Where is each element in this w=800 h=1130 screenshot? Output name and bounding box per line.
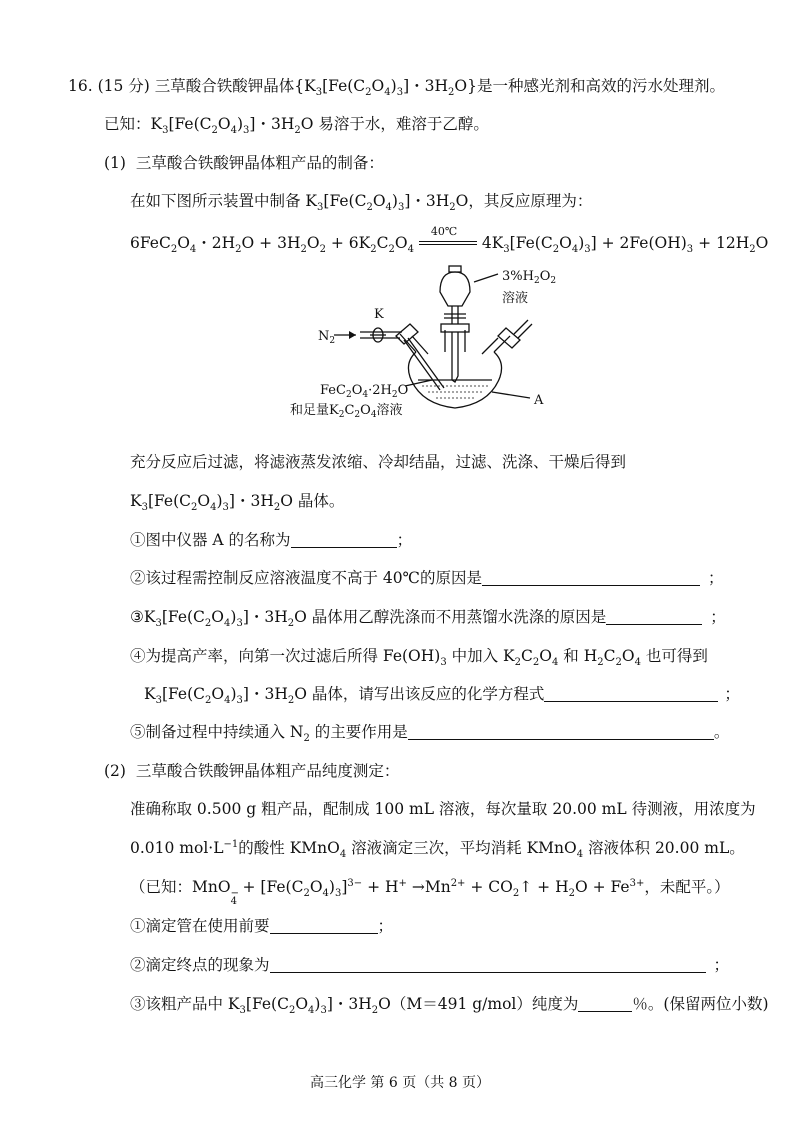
- h2o2-label: $3\%H_2O_2$: [502, 269, 557, 286]
- question-text: ②该过程需控制反应溶液温度不高于 40℃的原因是: [130, 569, 482, 587]
- reaction-condition: [419, 225, 477, 252]
- answer-blank-q2-3[interactable]: [578, 995, 632, 1012]
- right-neck: [482, 336, 510, 354]
- question-text: 的主要作用是: [309, 723, 408, 741]
- known-text: 已知：K: [104, 115, 163, 133]
- after-text: 充分反应后过滤，将滤液蒸发浓缩、冷却结晶，过滤、洗涤、干燥后得到: [130, 453, 627, 471]
- question-text: ①图中仪器 A 的名称为: [130, 531, 291, 549]
- funnel-stem: [452, 306, 458, 324]
- formula-part: [Fe(C: [147, 492, 192, 510]
- funnel-outlet: [452, 332, 458, 382]
- answer-blank-q2-2[interactable]: [270, 956, 706, 973]
- known-eq-text: + H: [362, 878, 399, 896]
- leader-h2o2: [474, 274, 498, 282]
- known-text: O 易溶于水，难溶于乙醇。: [300, 115, 489, 133]
- question-text: ③K: [130, 608, 156, 626]
- flask-a-label: A: [534, 393, 544, 408]
- punctuation: ；: [377, 917, 394, 935]
- punctuation: ；: [396, 531, 413, 549]
- intro-text: ]・3H: [403, 77, 448, 95]
- part-title-text: 三草酸合铁酸钾晶体粗产品纯度测定：: [135, 762, 400, 780]
- question-text: ①滴定管在使用前要: [130, 917, 270, 935]
- formula-part: [Fe(C: [161, 608, 205, 626]
- formula-part: K: [130, 492, 142, 510]
- dropping-funnel: [440, 272, 470, 306]
- funnel-stopper: [449, 266, 461, 272]
- formula-part: O: [211, 685, 225, 703]
- liquid-hatch: [422, 386, 488, 398]
- question-number: 16.: [68, 77, 93, 95]
- valve-k-label: K: [374, 307, 384, 322]
- answer-blank-q2-1[interactable]: [270, 917, 378, 934]
- eq-part: O: [306, 234, 320, 252]
- eq-part: ): [578, 234, 585, 252]
- setup-line: 在如下图所示装置中制备 $K_3[Fe(C_2O_4)_3]$・$3H_2O$，其反应原理为：: [130, 192, 593, 214]
- formula-part: ): [216, 492, 223, 510]
- funnel-tap: [444, 314, 466, 318]
- punctuation: 。: [713, 723, 730, 741]
- after-reaction-text: [130, 452, 626, 472]
- known-eq-text: ↑ + H: [519, 878, 569, 896]
- h2o2-solution-label: 溶液: [502, 291, 529, 306]
- part1-title: [104, 153, 384, 173]
- intro-text: ): [390, 77, 397, 95]
- question-text: O（M＝491 g/mol）纯度为: [378, 995, 579, 1013]
- intro-text: 三草酸合铁酸钾晶体{K: [154, 77, 316, 95]
- question-text: 和 H: [558, 647, 598, 665]
- reagent-label-line1: $FeC_2O_4\cdot 2H_2O$: [320, 383, 409, 400]
- part-title-text: 三草酸合铁酸钾晶体粗产品的制备：: [135, 154, 384, 172]
- formula-part: ): [236, 115, 244, 133]
- left-stopper: [396, 324, 418, 344]
- part-label: (1): [104, 154, 126, 172]
- punctuation: ；: [710, 608, 726, 626]
- right-tube: [514, 320, 532, 338]
- eq-part: O: [755, 234, 769, 252]
- formula-part: [Fe(C: [245, 995, 289, 1013]
- answer-blank-q1-1[interactable]: [291, 531, 397, 548]
- formula-part: O: [217, 115, 231, 133]
- question-text: ％。(保留两位小数): [632, 995, 769, 1013]
- intro-text: O: [371, 77, 385, 95]
- setup-text: O，其反应原理为：: [455, 192, 593, 210]
- question-text: O: [621, 647, 635, 665]
- formula-part: ]・3H: [249, 115, 295, 133]
- formula-part: ): [314, 995, 321, 1013]
- eq-part: C: [376, 234, 389, 252]
- page-footer: 高三化学 第 6 页（共 8 页）: [309, 1075, 491, 1091]
- formula-part: ]・3H: [242, 685, 288, 703]
- paragraph-text: 的酸性 KMnO: [238, 839, 340, 857]
- intro-text: O}是一种感光剂和高效的污水处理剂。: [454, 77, 725, 95]
- known-eq-text: O + Fe: [574, 878, 630, 896]
- equals-line-top: [419, 241, 477, 242]
- formula-part: [Fe(C: [168, 115, 212, 133]
- part2-title: [104, 761, 399, 781]
- paragraph-text: 溶液体积 20.00 mL。: [583, 839, 745, 857]
- reaction-equation: $6FeC_2O_4$・$2H_2O + 3H_2O_2 + 6K_2C_2O_4$ 40℃ $4K_3[Fe(C_2O_4)_3] + 2Fe(OH)_3 + 12H_2O$: [130, 232, 768, 253]
- eq-part: [Fe(C: [509, 234, 553, 252]
- known-eq-text: + [Fe(C: [237, 878, 304, 896]
- known-eq-text: （已知：MnO: [130, 878, 231, 896]
- eq-part: ] + 2Fe(OH): [590, 234, 687, 252]
- formula-part: K: [144, 685, 156, 703]
- eq-part: O + 3H: [241, 234, 301, 252]
- question-text: 中加入 K: [446, 647, 515, 665]
- part1-q3: $③K_3[Fe(C_2O_4)_3]$・$3H_2O$ 晶体用乙醇洗涤而不用蒸馏水洗涤的原因是 ；: [130, 608, 726, 630]
- formula-part: ): [230, 608, 237, 626]
- part1-q4-line1: ④为提高产率，向第一次过滤后所得 $Fe(OH)_3$ 中加入 $K_2C_2O_4$ 和 $H_2C_2O_4$ 也可得到: [130, 647, 708, 669]
- paragraph-text: 溶液滴定三次，平均消耗 KMnO: [346, 839, 577, 857]
- question-text: O 晶体用乙醇洗涤而不用蒸馏水洗涤的原因是: [294, 608, 607, 626]
- leader-a: [492, 392, 530, 398]
- leader-reagent: [405, 380, 432, 386]
- question-text: O 晶体，请写出该反应的化学方程式: [294, 685, 545, 703]
- question-header: 16. (15 分) 三草酸合铁酸钾晶体{$K_3[Fe(C_2O_4)_3]$・$3H_2O$}是一种感光剂和高效的污水处理剂。: [68, 77, 725, 99]
- eq-part: + 6K: [325, 234, 371, 252]
- formula-part: ]・3H: [404, 192, 450, 210]
- answer-blank-q1-3[interactable]: [606, 608, 702, 625]
- known-line: 已知：$K_3[Fe(C_2O_4)_3]$・$3H_2O$ 易溶于水，难溶于乙醇。: [104, 115, 489, 137]
- formula-part: [Fe(C: [161, 685, 206, 703]
- answer-blank-q1-4[interactable]: [544, 685, 718, 702]
- part1-q1: [130, 530, 412, 550]
- punctuation: ；: [713, 956, 730, 974]
- setup-text: 在如下图所示装置中制备 K: [130, 192, 318, 210]
- n2-arrow-head: [349, 331, 356, 339]
- eq-part: O: [394, 234, 408, 252]
- formula-part: ]・3H: [228, 492, 274, 510]
- formula-part: O: [197, 492, 211, 510]
- question-text: O: [539, 647, 552, 665]
- part-label: (2): [104, 762, 126, 780]
- eq-part: 4K: [481, 234, 504, 252]
- n2-label: $N_2$: [318, 329, 336, 346]
- part2-paragraph-1: [130, 799, 756, 819]
- formula-part: O: [211, 608, 224, 626]
- intro-text: [Fe(C: [322, 77, 366, 95]
- known-eq-text: O: [309, 878, 323, 896]
- punctuation: ；: [708, 569, 724, 587]
- question-text: 也可得到: [640, 647, 708, 665]
- part2-q1: [130, 916, 393, 936]
- known-eq-text: ]: [341, 878, 348, 896]
- question-text: C: [521, 647, 533, 665]
- formula-part: O: [372, 192, 386, 210]
- formula-part: O: [295, 995, 309, 1013]
- paragraph-text: 准确称取 0.500 g 粗产品，配制成 100 mL 溶液，每次量取 20.00 mL 待测液，用浓度为: [130, 800, 756, 818]
- after-text: O 晶体。: [280, 492, 345, 510]
- question-text: ⑤制备过程中持续通入 N: [130, 723, 304, 741]
- punctuation: ；: [724, 685, 740, 703]
- known-eq-text: →Mn: [406, 878, 451, 896]
- eq-part: + 12H: [693, 234, 750, 252]
- part1-q5: ⑤制备过程中持续通入 $N_2$ 的主要作用是 。: [130, 723, 730, 745]
- formula-part: ): [391, 192, 398, 210]
- question-text: ④为提高产率，向第一次过滤后所得 Fe(OH): [130, 647, 441, 665]
- part2-paragraph-2: 0.010 $mol\cdot L^{-1}$的酸性 KMnO$_4$ 溶液滴定三次，平均消耗 KMnO$_4$ 溶液体积 20.00 mL。: [130, 838, 745, 861]
- question-score: (15 分): [97, 77, 150, 95]
- formula-part: ]・3H: [242, 608, 288, 626]
- eq-part: O: [559, 234, 572, 252]
- known-eq-text: + CO: [465, 878, 513, 896]
- part2-q3: ③该粗产品中 $K_3[Fe(C_2O_4)_3]$・$3H_2O(M=491$ g/mol）纯度为 ％。(保留两位小数): [130, 995, 769, 1017]
- answer-blank-q1-2[interactable]: [482, 569, 700, 586]
- eq-part: O: [177, 234, 190, 252]
- apparatus-diagram: [0, 262, 800, 432]
- question-text: ③该粗产品中 K: [130, 995, 240, 1013]
- part1-q4-line2: $K_3[Fe(C_2O_4)_3]$・$3H_2O$ 晶体，请写出该反应的化学方程式 ；: [144, 685, 740, 707]
- part1-q2: [130, 568, 724, 588]
- paragraph-text: 0.010 mol·L: [130, 839, 224, 857]
- formula-part: ]・3H: [326, 995, 372, 1013]
- eq-part: ・2H: [196, 234, 236, 252]
- reagent-label-line2: 和足量$K_2C_2O_4$溶液: [290, 403, 403, 420]
- part2-known-equation: （已知：MnO − 4 + $[Fe(C_2O_4)_3]^{3-} + H^+ \to Mn^{2+}$ + $CO_2↑ + H_2O + Fe^{3+}$，未配平。）: [130, 877, 730, 907]
- condition-temperature: 40℃: [430, 225, 458, 238]
- known-eq-text: ，未配平。）: [644, 878, 730, 896]
- formula-part: [Fe(C: [323, 192, 367, 210]
- eq-part: 6FeC: [130, 234, 171, 252]
- center-neck: [445, 330, 465, 352]
- equals-line-bottom: [419, 244, 477, 245]
- answer-blank-q1-5[interactable]: [408, 723, 714, 740]
- formula-part: ): [230, 685, 237, 703]
- part2-q2: [130, 955, 729, 975]
- after-reaction-product: $K_3[Fe(C_2O_4)_3]$・$3H_2O$ 晶体。: [130, 492, 345, 514]
- known-eq-text: ): [328, 878, 335, 896]
- question-text: C: [603, 647, 616, 665]
- question-text: ②滴定终点的现象为: [130, 956, 270, 974]
